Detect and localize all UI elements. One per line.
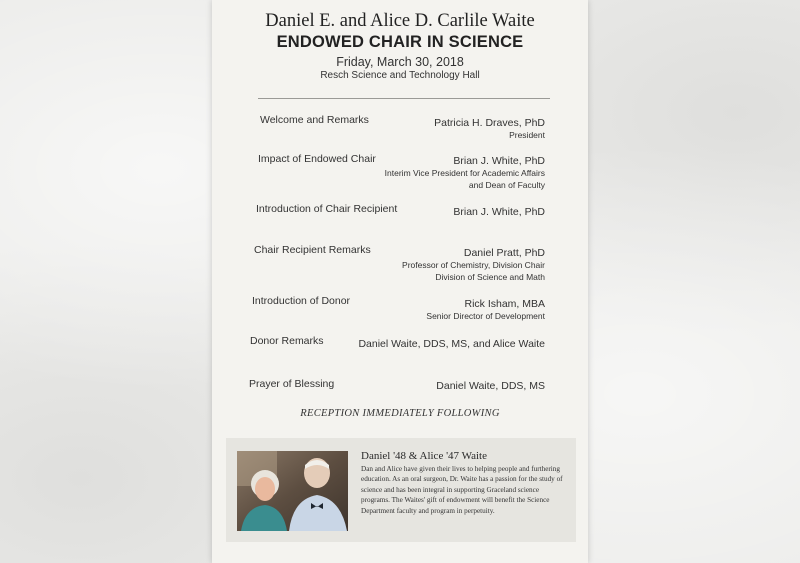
program-speaker: Patricia H. Draves, PhD [434,117,545,129]
program-speaker-title: Professor of Chemistry, Division Chair [402,260,545,270]
donor-bio: Dan and Alice have given their lives to helping people and furthering education. As an oral surgeon, Dr. Waite has a passion for the study of science and has been integral in supporting Graceland science programs. The Waites' gift of endowment will benefit the Science Department faculty and program in perpetuity. [361,465,563,515]
program-item-label: Donor Remarks [250,335,324,347]
program-speaker: Brian J. White, PhD [453,206,545,218]
event-title-names: Daniel E. and Alice D. Carlile Waite [265,11,535,31]
program-card [212,0,588,563]
program-speaker: Daniel Pratt, PhD [463,247,545,259]
donor-name: Daniel '48 & Alice '47 Waite [361,450,487,462]
divider [258,98,550,99]
program-speaker-title: Senior Director of Development [426,311,545,321]
program-item-label: Prayer of Blessing [249,378,335,390]
program-item-label: Impact of Endowed Chair [258,153,376,165]
program-speaker-title: Division of Science and Math [435,272,545,282]
event-title-chair: ENDOWED CHAIR IN SCIENCE [276,33,524,51]
program-item-label: Introduction of Chair Recipient [256,203,398,215]
program-speaker: Daniel Waite, DDS, MS [436,380,545,392]
program-item-label: Chair Recipient Remarks [254,244,371,256]
program-speaker-title: and Dean of Faculty [468,180,545,190]
program-speaker: Rick Isham, MBA [464,298,545,310]
program-item-label: Welcome and Remarks [260,114,369,126]
donor-photo-image [237,451,348,531]
program-speaker-title: Interim Vice President for Academic Affairs [384,168,545,178]
event-date: Friday, March 30, 2018 [336,55,464,69]
program-item-label: Introduction of Donor [252,295,351,307]
reception-note: RECEPTION IMMEDIATELY FOLLOWING [300,408,500,419]
donor-photo [237,451,348,531]
program-speaker: Brian J. White, PhD [453,155,545,167]
program-speaker-title: President [509,130,545,140]
program-speaker: Daniel Waite, DDS, MS, and Alice Waite [358,338,545,350]
event-venue: Resch Science and Technology Hall [320,70,480,81]
donor-panel [226,438,576,542]
